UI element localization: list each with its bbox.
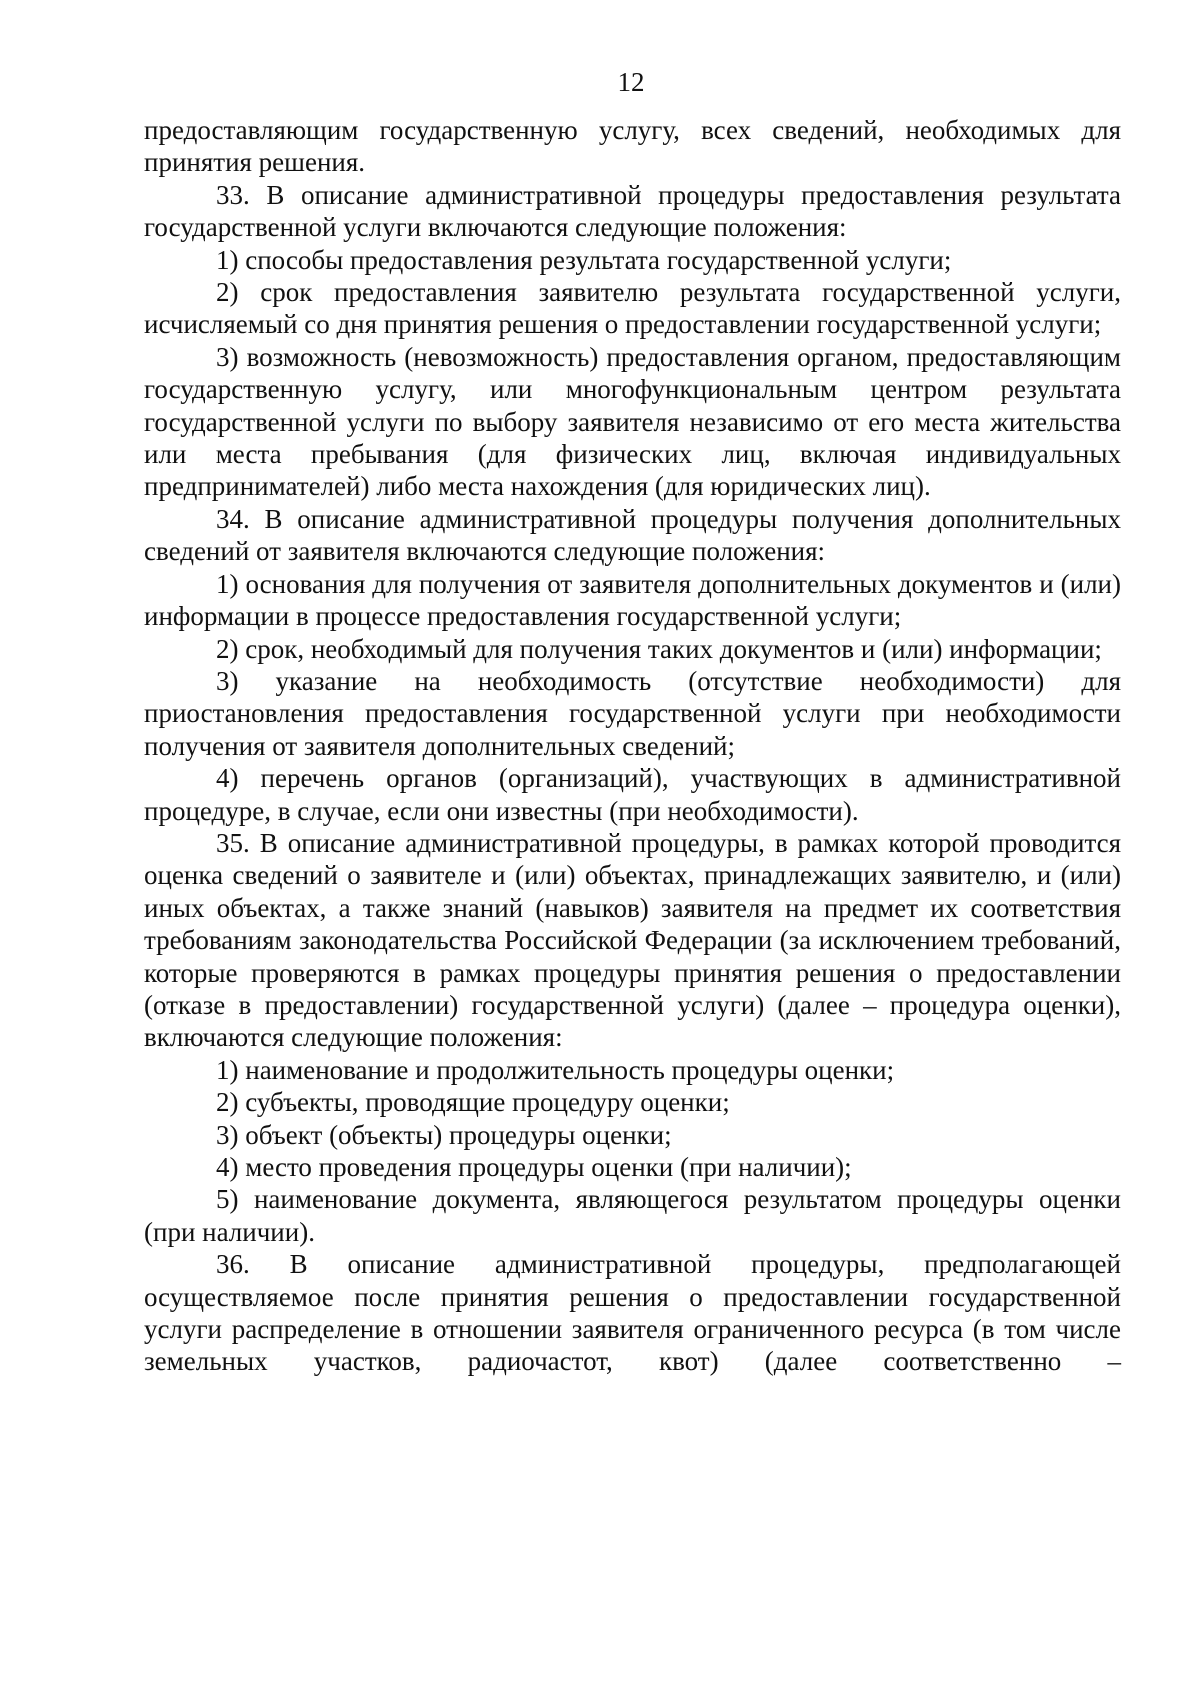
paragraph: 4) перечень органов (организаций), участвующих в административной процедуре, в случае, если они известны (при необходимости). [144, 763, 1121, 826]
paragraph: предоставляющим государственную услугу, всех сведений, необходимых для принятия решения. [144, 115, 1121, 178]
paragraph: 1) наименование и продолжительность процедуры оценки; [216, 1054, 895, 1085]
paragraph: 34. В описание административной процедуры получения дополнительных сведений от заявителя включаются следующие положения: [144, 503, 1121, 567]
paragraph: 5) наименование документа, являющегося результатом процедуры оценки (при наличии). [144, 1184, 1121, 1247]
paragraph: 2) срок предоставления заявителю результата государственной услуги, исчисляемый со дня принятия решения о предоставлении государственной услуги; [144, 277, 1121, 340]
paragraph: 35. В описание административной процедуры, в рамках которой проводится оценка сведений о заявителе и (или) объектах, принадлежащих заявителю, и (или) иных объектах, а также знаний (навыков) заявителя на предмет их соответствия требованиям законодательства Российской Федерации (за исключением требований, которые проверяются в рамках процедуры принятия решения о предоставлении (отказе в предоставлении) государственной услуги) (далее – процедура оценки), включаются следующие положения: [144, 827, 1121, 1053]
paragraph: 3) возможность (невозможность) предоставления органом, предоставляющим государственную услугу, или многофункциональным центром результата государственной услуги по выбору заявителя независимо от его места жительства или места пребывания (для физических лиц, включая индивидуальных предпринимателей) либо места нахождения (для юридических лиц). [144, 341, 1121, 502]
paragraph: 4) место проведения процедуры оценки (при наличии); [216, 1152, 852, 1182]
paragraph: 36. В описание административной процедуры, предполагающей осуществляемое после принятия решения о предоставлении государственной услуги распределение в отношении заявителя ограниченного ресурса (в том числе земельных участков, радиочастот, квот) (далее соответственно – [144, 1249, 1121, 1377]
paragraph: 2) срок, необходимый для получения таких документов и (или) информации; [216, 633, 1102, 664]
paragraph: 3) указание на необходимость (отсутствие необходимости) для приостановления предоставления государственной услуги при необходимости получения от заявителя дополнительных сведений; [144, 665, 1121, 761]
paragraph: 33. В описание административной процедуры предоставления результата государственной услуги включаются следующие положения: [144, 179, 1121, 243]
paragraph: 2) субъекты, проводящие процедуру оценки; [216, 1087, 730, 1118]
paragraph: 1) способы предоставления результата государственной услуги; [216, 244, 952, 275]
page-number: 12 [617, 67, 645, 97]
paragraph: 1) основания для получения от заявителя дополнительных документов и (или) информации в процессе предоставления государственной услуги; [144, 568, 1121, 632]
paragraph: 3) объект (объекты) процедуры оценки; [216, 1119, 672, 1150]
body-text [144, 114, 1121, 1378]
